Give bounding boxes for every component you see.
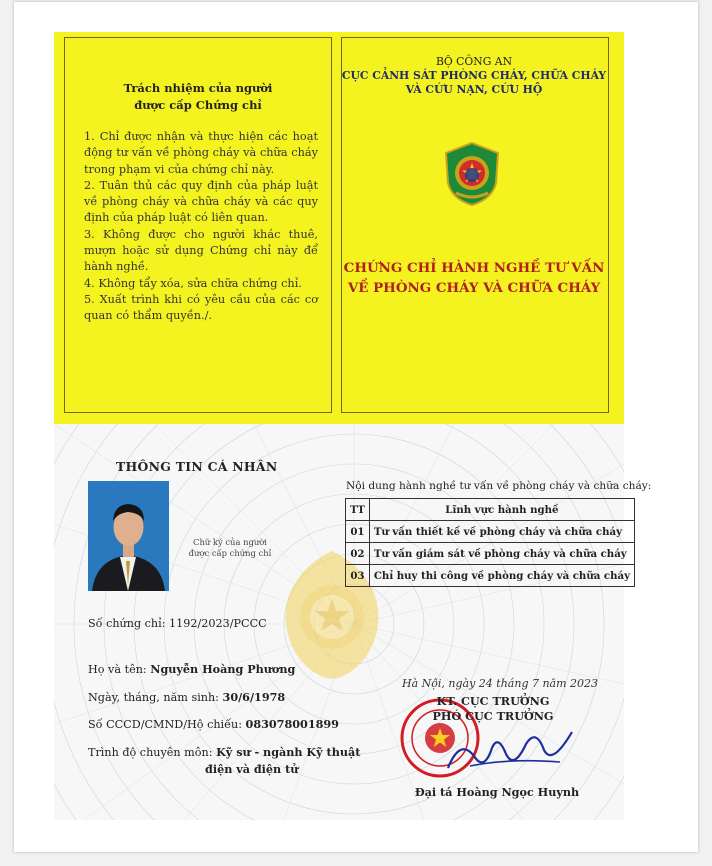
certificate-title-line1: CHỨNG CHỈ HÀNH NGHỀ TƯ VẤN	[343, 260, 605, 276]
signer-position: PHÓ CỤC TRƯỞNG	[432, 709, 554, 723]
responsibility-title	[64, 80, 332, 114]
issue-place-date: Hà Nội, ngày 24 tháng 7 năm 2023	[402, 677, 599, 690]
id-number-field	[88, 717, 339, 731]
responsibility-item: 3. Không được cho người khác thuê, mượn hoặc sử dụng Chứng chỉ này để hành nghề.	[84, 227, 318, 274]
qualification-continued	[205, 762, 298, 776]
table-row	[346, 565, 635, 587]
table-row	[346, 521, 635, 543]
person-portrait-icon	[88, 481, 169, 591]
signer-name: Đại tá Hoàng Ngọc Huynh	[414, 785, 580, 799]
row-number: 03	[346, 565, 370, 587]
responsibility-title-line2: được cấp Chứng chỉ	[134, 98, 262, 112]
certificate-number-field	[88, 617, 267, 630]
certificate-number-value: 1192/2023/PCCC	[169, 617, 267, 630]
date-of-birth-label: Ngày, tháng, năm sinh:	[88, 691, 219, 704]
qualification-label: Trình độ chuyên môn:	[88, 746, 213, 759]
qualification-value-line1: Kỹ sư - ngành Kỹ thuật	[216, 745, 361, 759]
row-number: 02	[346, 543, 370, 565]
full-name-label: Họ và tên:	[88, 663, 147, 676]
date-of-birth-field	[88, 690, 285, 704]
row-field: Tư vấn thiết kế về phòng cháy và chữa cháy	[369, 521, 634, 543]
full-name-value: Nguyễn Hoàng Phương	[150, 662, 296, 676]
responsibility-item: 4. Không tẩy xóa, sửa chữa chứng chỉ.	[84, 276, 302, 290]
department-line2: VÀ CỨU NẠN, CỨU HỘ	[405, 83, 543, 96]
row-field: Tư vấn giám sát về phòng cháy và chữa cháy	[369, 543, 634, 565]
department-line1: CỤC CẢNH SÁT PHÒNG CHÁY, CHỮA CHÁY	[341, 69, 607, 82]
ministry-name: BỘ CÔNG AN	[435, 55, 513, 68]
qualification-value-line2: điện và điện tử	[205, 762, 299, 776]
header-field: Lĩnh vực hành nghề	[369, 499, 634, 521]
responsibility-list	[84, 129, 318, 325]
fire-police-emblem-icon	[442, 141, 502, 207]
signature-label-line1: Chữ ký của người	[193, 537, 267, 547]
certificate-number-label: Số chứng chỉ:	[88, 617, 166, 630]
department-name	[341, 69, 607, 97]
row-number: 01	[346, 521, 370, 543]
holder-signature-label	[180, 537, 280, 559]
responsibility-item: 1. Chỉ được nhận và thực hiện các hoạt động tư vấn về phòng cháy và chữa cháy trong phạm vi của chứng chỉ này.	[84, 130, 318, 176]
table-header-row	[346, 499, 635, 521]
handwritten-signature-icon	[440, 722, 580, 782]
practice-scope-title: Nội dung hành nghề tư vấn về phòng cháy và chữa cháy:	[346, 480, 652, 492]
row-field: Chỉ huy thi công về phòng cháy và chữa cháy	[369, 565, 634, 587]
date-of-birth-value: 30/6/1978	[222, 690, 286, 704]
table-row	[346, 543, 635, 565]
id-number-value: 083078001899	[245, 717, 339, 731]
on-behalf-title: KT. CỤC TRƯỞNG	[436, 694, 550, 708]
practice-scope-table	[345, 498, 635, 587]
responsibility-item: 5. Xuất trình khi có yêu cầu của các cơ quan có thẩm quyền./.	[84, 292, 318, 323]
signature-label-line2: được cấp chứng chỉ	[188, 548, 272, 558]
qualification-field	[88, 745, 360, 759]
responsibility-item: 2. Tuân thủ các quy định của pháp luật về phòng cháy và chữa cháy và các quy định của pháp luật có liên quan.	[84, 178, 318, 225]
header-tt: TT	[346, 499, 370, 521]
personal-info-title: THÔNG TIN CÁ NHÂN	[116, 459, 278, 474]
full-name-field	[88, 662, 295, 676]
responsibility-title-line1: Trách nhiệm của người	[123, 81, 273, 95]
id-number-label: Số CCCD/CMND/Hộ chiếu:	[88, 718, 242, 731]
holder-photo	[88, 481, 169, 591]
certificate-title-line2: VỀ PHÒNG CHÁY VÀ CHỮA CHÁY	[347, 280, 601, 296]
certificate-title	[341, 258, 607, 298]
